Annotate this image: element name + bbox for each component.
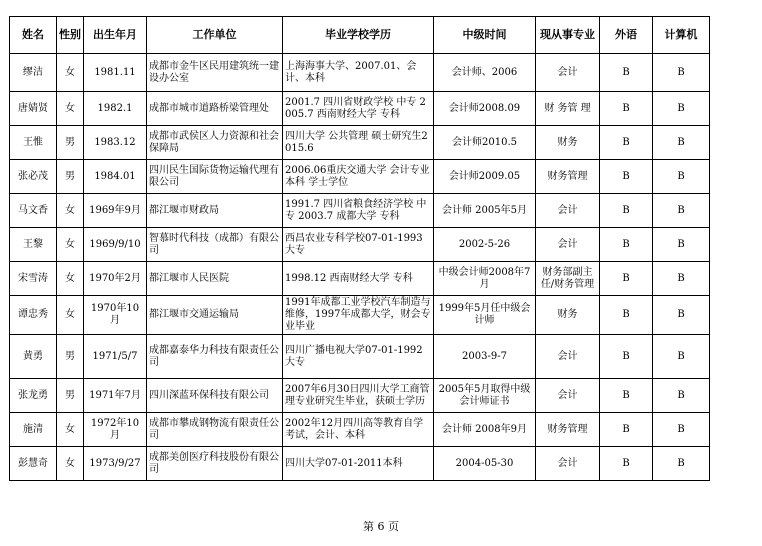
table-cell: 2003-9-7	[434, 335, 536, 379]
table-cell: 1991年成都工业学校汽车制造与维修，1997年成都大学，财会专业毕业	[283, 296, 434, 335]
table-cell: 1971年7月	[84, 379, 147, 413]
table-cell: B	[600, 54, 653, 92]
table-cell: 王黎	[10, 228, 57, 262]
table-cell: B	[600, 194, 653, 228]
header-cell: 性别	[57, 17, 84, 54]
table-cell: B	[653, 160, 710, 194]
table-row	[10, 92, 710, 126]
table-cell: 1970年2月	[84, 262, 147, 296]
table-cell: 财务管理	[536, 413, 600, 447]
table-cell: 2007年6月30日四川大学工商管理专业研究生毕业，获硕士学历	[283, 379, 434, 413]
header-row	[10, 17, 710, 54]
table-cell: B	[600, 379, 653, 413]
table-cell: B	[600, 126, 653, 160]
table-cell: 唐婧贤	[10, 92, 57, 126]
table-cell: 财 务管 理	[536, 92, 600, 126]
table-cell: 中级会计师2008年7月	[434, 262, 536, 296]
table-row	[10, 262, 710, 296]
table-cell: 施清	[10, 413, 57, 447]
table-cell: 会计师2009.05	[434, 160, 536, 194]
table-cell: B	[653, 194, 710, 228]
table-row	[10, 447, 710, 481]
table-cell: B	[600, 160, 653, 194]
staff-roster-table	[9, 16, 710, 481]
table-cell: 女	[57, 413, 84, 447]
table-cell: 会计	[536, 228, 600, 262]
table-cell: 财务	[536, 296, 600, 335]
table-row	[10, 296, 710, 335]
table-cell: 女	[57, 447, 84, 481]
table-cell: 财务	[536, 126, 600, 160]
table-cell: 四川大学07-01-2011本科	[283, 447, 434, 481]
table-cell: 成都市城市道路桥梁管理处	[147, 92, 283, 126]
table-cell: 王惟	[10, 126, 57, 160]
table-cell: 1982.1	[84, 92, 147, 126]
table-cell: 上海海事大学、2007.01、会计、本科	[283, 54, 434, 92]
table-cell: B	[600, 413, 653, 447]
table-row	[10, 228, 710, 262]
table-cell: 男	[57, 379, 84, 413]
table-cell: 四川广播电视大学07-01-1992大专	[283, 335, 434, 379]
table-cell: 智慕时代科技（成都）有限公司	[147, 228, 283, 262]
table-cell: 彭慧奇	[10, 447, 57, 481]
table-cell: 女	[57, 194, 84, 228]
table-cell: 四川深蓝环保科技有限公司	[147, 379, 283, 413]
table-cell: B	[600, 447, 653, 481]
table-cell: 女	[57, 92, 84, 126]
table-cell: 会计	[536, 379, 600, 413]
table-cell: 2001.7 四川省财政学校 中专 2005.7 西南财经大学 专科	[283, 92, 434, 126]
table-cell: 1969年9月	[84, 194, 147, 228]
table-cell: 会计师2010.5	[434, 126, 536, 160]
table-cell: 2005年5月取得中级会计师证书	[434, 379, 536, 413]
table-cell: 财务管理	[536, 160, 600, 194]
table-cell: 都江堰市交通运输局	[147, 296, 283, 335]
table-cell: 1998.12 西南财经大学 专科	[283, 262, 434, 296]
table-cell: 成都市武侯区人力资源和社会保障局	[147, 126, 283, 160]
table-cell: 1973/9/27	[84, 447, 147, 481]
table-cell: 1999年5月任中级会计师	[434, 296, 536, 335]
table-cell: 缪洁	[10, 54, 57, 92]
table-cell: 会计	[536, 194, 600, 228]
table-row	[10, 160, 710, 194]
table-cell: 男	[57, 160, 84, 194]
header-cell: 姓名	[10, 17, 57, 54]
table-cell: B	[653, 126, 710, 160]
table-cell: 会计师2008.09	[434, 92, 536, 126]
table-cell: B	[653, 335, 710, 379]
table-cell: 都江堰市人民医院	[147, 262, 283, 296]
table-cell: 成都市金牛区民用建筑统一建设办公室	[147, 54, 283, 92]
table-cell: 1991.7 四川省粮食经济学校 中专 2003.7 成都大学 专科	[283, 194, 434, 228]
table-cell: 2002-5-26	[434, 228, 536, 262]
header-cell: 现从事专业	[536, 17, 600, 54]
table-cell: 张龙勇	[10, 379, 57, 413]
table-cell: 成都美创医疗科技股份有限公司	[147, 447, 283, 481]
table-cell: 男	[57, 335, 84, 379]
table-cell: 会计	[536, 335, 600, 379]
table-row	[10, 194, 710, 228]
table-cell: B	[600, 335, 653, 379]
table-cell: 2006.06重庆交通大学 会计专业本科 学士学位	[283, 160, 434, 194]
table-cell: 会计师、2006	[434, 54, 536, 92]
table-cell: 会计	[536, 447, 600, 481]
table-cell: 1969/9/10	[84, 228, 147, 262]
table-cell: 成都市攀成钢物流有限责任公司	[147, 413, 283, 447]
table-cell: B	[653, 92, 710, 126]
table-cell: 西昌农业专科学校07-01-1993大专	[283, 228, 434, 262]
table-row	[10, 335, 710, 379]
table-cell: B	[653, 379, 710, 413]
header-cell: 工作单位	[147, 17, 283, 54]
table-cell: 女	[57, 228, 84, 262]
table-cell: 张必茂	[10, 160, 57, 194]
table-row	[10, 379, 710, 413]
table-cell: B	[653, 262, 710, 296]
table-cell: 会计师 2008年9月	[434, 413, 536, 447]
table-cell: 谭忠秀	[10, 296, 57, 335]
table-row	[10, 413, 710, 447]
header-cell: 毕业学校学历	[283, 17, 434, 54]
table-cell: 1981.11	[84, 54, 147, 92]
table-cell: 2004-05-30	[434, 447, 536, 481]
table-cell: B	[600, 228, 653, 262]
table-cell: 马文香	[10, 194, 57, 228]
table-cell: 女	[57, 296, 84, 335]
table-cell: B	[653, 54, 710, 92]
header-cell: 计算机	[653, 17, 710, 54]
roster-body	[10, 54, 710, 481]
table-cell: B	[653, 413, 710, 447]
table-cell: 都江堰市财政局	[147, 194, 283, 228]
header-cell: 外语	[600, 17, 653, 54]
table-row	[10, 54, 710, 92]
table-cell: B	[653, 447, 710, 481]
table-cell: 会计	[536, 54, 600, 92]
table-row	[10, 126, 710, 160]
table-cell: 1971/5/7	[84, 335, 147, 379]
table-cell: 1983.12	[84, 126, 147, 160]
table-cell: 宋雪涛	[10, 262, 57, 296]
table-cell: 黄勇	[10, 335, 57, 379]
page-number: 第 6 页	[363, 520, 399, 533]
table-cell: 1984.01	[84, 160, 147, 194]
table-cell: 2002年12月四川高等教育自学考试，会计、本科	[283, 413, 434, 447]
table-cell: 女	[57, 262, 84, 296]
table-cell: 1972年10月	[84, 413, 147, 447]
table-cell: 成都嘉泰华力科技有限责任公司	[147, 335, 283, 379]
table-cell: 男	[57, 126, 84, 160]
table-cell: B	[600, 296, 653, 335]
table-cell: 四川民生国际货物运输代理有限公司	[147, 160, 283, 194]
table-cell: B	[600, 262, 653, 296]
table-cell: B	[653, 228, 710, 262]
table-cell: 会计师 2005年5月	[434, 194, 536, 228]
table-cell: 1970年10月	[84, 296, 147, 335]
table-cell: 女	[57, 54, 84, 92]
table-cell: B	[600, 92, 653, 126]
table-cell: B	[653, 296, 710, 335]
table-cell: 财务部副主任/财务管理	[536, 262, 600, 296]
header-cell: 出生年月	[84, 17, 147, 54]
table-cell: 四川大学 公共管理 硕士研究生2015.6	[283, 126, 434, 160]
header-cell: 中级时间	[434, 17, 536, 54]
